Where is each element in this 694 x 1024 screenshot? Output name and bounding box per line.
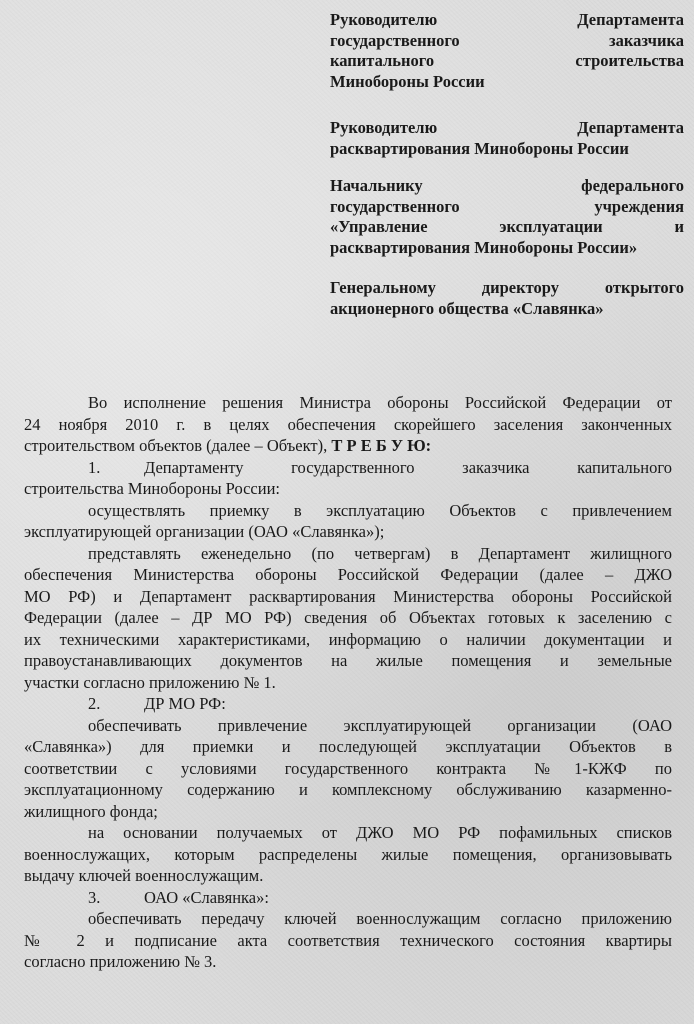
demand-word: Т Р Е Б У Ю:	[331, 436, 432, 455]
body-line: военнослужащих, которым распределены жилые помещения, организовывать	[24, 844, 672, 864]
addressee-line: капитального строительства	[330, 51, 684, 70]
body-line: обеспечивать привлечение эксплуатирующей организации (ОАО	[88, 715, 672, 735]
item-3	[24, 908, 672, 973]
body-line: осуществлять приемку в эксплуатацию Объектов с привлечением	[88, 500, 672, 520]
item-1-heading	[24, 457, 672, 479]
body-line: жилищного фонда;	[24, 801, 158, 821]
addressee-line: Генеральному директору открытого	[330, 278, 684, 297]
addressee-2	[330, 118, 684, 159]
body-line: Федерации (далее – ДР МО РФ) сведения об Объектах готовых к заселению с	[24, 608, 672, 627]
addressee-line: Руководителю Департамента	[330, 10, 684, 29]
addressee-3	[330, 176, 684, 258]
body-line: соответствии с условиями государственного контракта №1-КЖФ по	[24, 758, 672, 778]
addressee-line: государственного учреждения	[330, 196, 684, 216]
addressee-line: «Управление эксплуатации и	[330, 217, 684, 236]
body-line: обеспечивать передачу ключей военнослужащим согласно приложению	[88, 909, 672, 928]
item-3-heading	[24, 887, 672, 909]
addressee-1	[330, 10, 684, 92]
body-line: согласно приложению № 3.	[24, 952, 217, 971]
body-line: МО РФ) и Департамент расквартирования Министерства обороны Российской	[24, 586, 672, 606]
addressee-4	[330, 278, 684, 319]
item-1	[24, 478, 672, 693]
body-line: их техническими характеристиками, информацию о наличии документации и	[24, 629, 672, 649]
body-line	[24, 435, 672, 457]
addressee-line: Минобороны России	[330, 71, 485, 91]
item-2-head-text: ДР МО РФ:	[144, 694, 226, 713]
body-line: на основании получаемых от ДЖО МО РФ пофамильных списков	[88, 823, 672, 842]
addressee-line: расквартирования Минобороны России	[330, 138, 629, 158]
addressee-line: Начальнику федерального	[330, 176, 684, 195]
item-1-head-text: Департаменту государственного заказчика капитального	[144, 457, 672, 477]
body-line: эксплуатирующей организации (ОАО «Славянка»);	[24, 522, 385, 541]
body-line: строительства Минобороны России:	[24, 479, 280, 498]
body-line: правоустанавливающих документов на жилые помещения и земельные	[24, 651, 672, 670]
item-number: 2.	[88, 694, 101, 713]
item-number: 1.	[88, 457, 101, 477]
item-2-heading	[24, 693, 672, 715]
item-3-head-text: ОАО «Славянка»:	[144, 887, 269, 907]
addressee-line: Руководителю Департамента	[330, 118, 684, 137]
item-number: 3.	[88, 887, 101, 907]
intro-end: строительством объектов (далее – Объект),	[24, 436, 328, 455]
body-line: 24 ноября 2010 г. в целях обеспечения скорейшего заселения законченных	[24, 414, 672, 434]
body-line: представлять еженедельно (по четвергам) в Департамент жилищного	[88, 543, 672, 563]
document-body	[24, 392, 672, 973]
addressee-line: государственного заказчика	[330, 30, 684, 50]
body-line: № 2 и подписание акта соответствия технического состояния квартиры	[24, 930, 672, 950]
body-line: Во исполнение решения Министра обороны Российской Федерации от	[88, 393, 672, 412]
body-line: выдачу ключей военнослужащим.	[24, 866, 264, 885]
addressee-line: расквартирования Минобороны России»	[330, 237, 638, 257]
body-line: обеспечения Министерства обороны Российской Федерации (далее – ДЖО	[24, 565, 672, 584]
item-2	[24, 715, 672, 887]
body-line: участки согласно приложению № 1.	[24, 672, 276, 692]
body-line: эксплуатационному содержанию и комплексному обслуживанию казарменно-	[24, 780, 672, 799]
addressee-line: акционерного общества «Славянка»	[330, 298, 604, 318]
body-line: «Славянка») для приемки и последующей эксплуатации Объектов в	[24, 737, 672, 756]
